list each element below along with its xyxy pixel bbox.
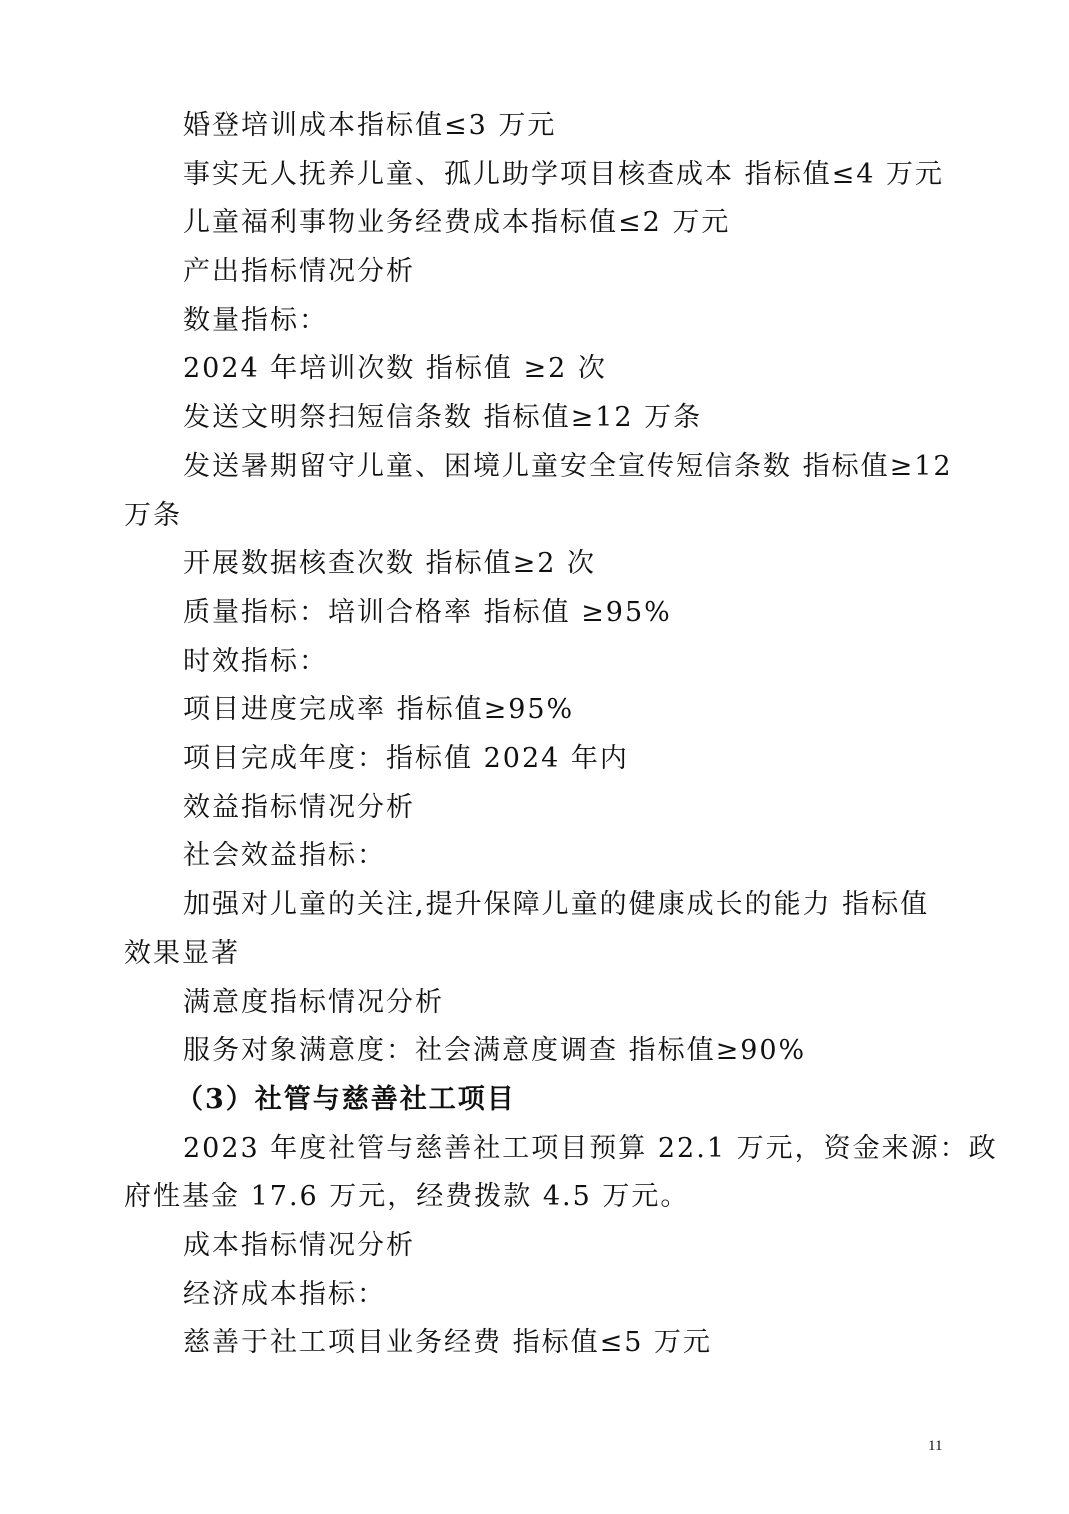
text-line: 2024 年培训次数 指标值 ≥2 次 — [183, 353, 607, 384]
text-line: 效果显著 — [124, 938, 240, 969]
text-line: 婚登培训成本指标值≤3 万元 — [183, 110, 557, 141]
text-line: 时效指标： — [183, 646, 328, 677]
text-line: 加强对儿童的关注,提升保障儿童的健康成长的能力 指标值 — [183, 889, 930, 920]
section-heading: （3）社管与慈善社工项目 — [176, 1084, 516, 1115]
text-line: 项目完成年度：指标值 2024 年内 — [183, 743, 629, 774]
text-line: 万条 — [124, 500, 182, 531]
text-line: 慈善于社工项目业务经费 指标值≤5 万元 — [183, 1327, 712, 1358]
text-line: 服务对象满意度：社会满意度调查 指标值≥90% — [183, 1035, 807, 1066]
section-label: 满意度指标情况分析 — [183, 987, 444, 1018]
text-line: 2023 年度社管与慈善社工项目预算 22.1 万元，资金来源：政 — [183, 1133, 998, 1164]
section-label: 成本指标情况分析 — [183, 1230, 415, 1261]
page-number: 11 — [928, 1438, 943, 1454]
text-line: 社会效益指标： — [183, 840, 386, 871]
text-line: 质量指标：培训合格率 指标值 ≥95% — [183, 597, 672, 628]
text-line: 开展数据核查次数 指标值≥2 次 — [183, 548, 596, 579]
text-line: 事实无人抚养儿童、孤儿助学项目核查成本 指标值≤4 万元 — [183, 159, 944, 190]
section-label: 效益指标情况分析 — [183, 792, 415, 823]
text-line: 府性基金 17.6 万元，经费拨款 4.5 万元。 — [124, 1181, 690, 1212]
text-line: 项目进度完成率 指标值≥95% — [183, 694, 575, 725]
text-line: 经济成本指标： — [183, 1279, 386, 1310]
text-line: 儿童福利事物业务经费成本指标值≤2 万元 — [183, 207, 731, 238]
text-line: 数量指标： — [183, 305, 328, 336]
section-label: 产出指标情况分析 — [183, 256, 415, 287]
text-line: 发送暑期留守儿童、困境儿童安全宣传短信条数 指标值≥12 — [183, 451, 953, 482]
text-line: 发送文明祭扫短信条数 指标值≥12 万条 — [183, 402, 703, 433]
